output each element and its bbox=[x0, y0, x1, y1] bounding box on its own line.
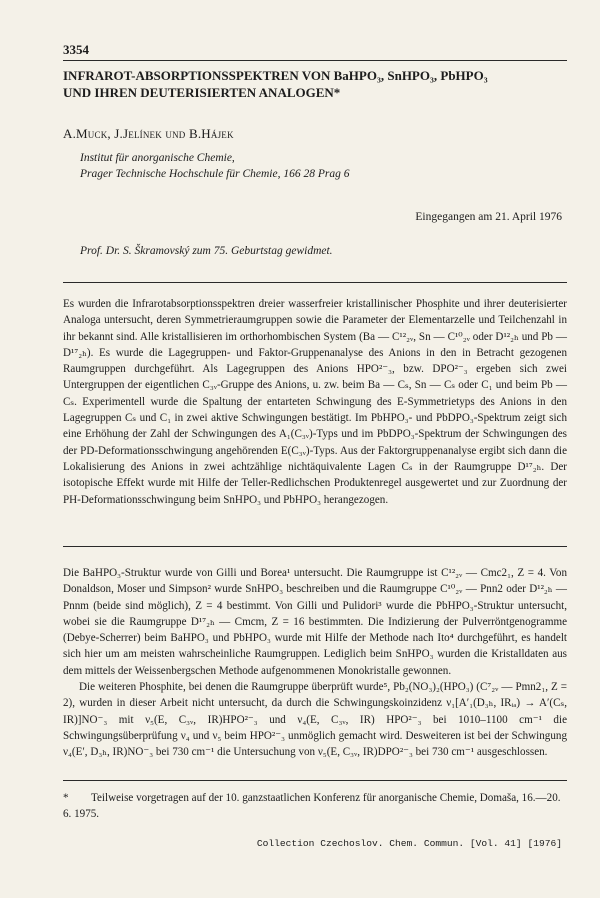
received-date: Eingegangen am 21. April 1976 bbox=[415, 211, 562, 223]
body-paragraph: Die weiteren Phosphite, bei denen die Raumgruppe überprüft wurde⁵, Pb₂(NO₃)₂(HPO₃) (C⁷₂ᵥ — Pmn2₁, Z = 2), wurden in dieser Arbeit nicht untersucht, da durch die Schwingungskoinzidenz ν₁[A′₁(D₃ₕ, IRᵢₐ) → A′(Cₛ, IR)]NO⁻₃ mit ν₅(E, C₃ᵥ, IR)HPO²⁻₃ und ν₄(E, C₃ᵥ, IR) HPO²⁻₃ bei 1010–1100 cm⁻¹ die Schwingungsüberprüfung ν₄ und ν₅ beim HPO²⁻₃ unmöglich gemacht wird. Desweiteren ist bei der Schwingung ν₄(E′, D₃ₕ, IR)NO⁻₃ bei 730 cm⁻¹ die Untersuchung von ν₅(E, C₃ᵥ, IR)DPO²⁻₃ bei 730 cm⁻¹ ausgeschlossen. bbox=[63, 681, 567, 759]
institution-line-1: Institut für anorganische Chemie, bbox=[80, 152, 235, 164]
abstract-top-rule bbox=[63, 282, 567, 283]
title-line-1: INFRAROT-ABSORPTIONSSPEKTREN VON BaHPO₃, SnHPO₃, PbHPO₃ bbox=[63, 68, 488, 83]
abstract: Es wurden die Infrarotabsorptionsspektren dreier wasserfreier kristallinischer Phosphite und ihrer deuterisierter Analoga untersucht, deren Symmetrieraumgruppen sowie die Parameter der Elementarzelle und Teilchenzahl in ihr bekannt sind. Alle kristallisieren im orthorhombischen System (Ba — C¹²₂ᵥ, Sn — C¹⁰₂ᵥ oder D¹²₂ₕ und Pb — D¹⁷₂ₕ). Es wurde die Lagegruppen- und Faktor-Gruppenanalyse des Anions in den in Betracht gezogenen Raumgruppen durchgeführt. Als Lagegruppen des Anions HPO²⁻₃, bzw. DPO²⁻₃ ergeben sich zwei Untergruppen der eigentlichen C₃ᵥ-Gruppe des Anions, u. zw. beim Ba — Cₛ, Sn — Cₛ oder C₁ und beim Pb — Cₛ. Experimentell wurde die Spaltung der entarteten Schwingung des E-Symmetrietyps des Anions in den Lagegruppen Cₛ und C₁ in zwei aktive Schwingungen bestätigt. Im PbHPO₃- und PbDPO₃-Spektrum zeigt sich eine Erhöhung der Zahl der Schwingungen des A₁(C₃ᵥ)-Typs und im PbDPO₃-Spektrum der Schwingungen des der PD-Deformationsschwingung angehörenden E(C₃ᵥ)-Typs. Aus der Faktorgruppenanalyse ergibt sich dann die Lokalisierung des Anions in zwei achtzählige nichtäquivalente Lagen Cₛ in der Raumgruppe D¹⁷₂ₕ. Der isotopische Effekt wurde mit Hilfe der Teller-Redlichschen Produktenregel ausgewertet und zur Zuordnung der PH-Deformationsschwingung beim SnHPO₃ und PbHPO₃ herangezogen. bbox=[63, 298, 567, 506]
footnote-text: Teilweise vorgetragen auf der 10. ganzstaatlichen Konferenz für anorganische Chemie, Domaša, 16.—20. 6. 1975. bbox=[63, 792, 561, 821]
institution-line-2: Prager Technische Hochschule für Chemie, 166 28 Prag 6 bbox=[80, 168, 350, 180]
article-title bbox=[63, 67, 563, 101]
journal-citation: Collection Czechoslov. Chem. Commun. [Vol. 41] [1976] bbox=[256, 838, 562, 849]
abstract-bottom-rule bbox=[63, 546, 567, 547]
footnote-mark: * bbox=[63, 792, 69, 804]
body-text bbox=[63, 565, 567, 761]
header-rule bbox=[63, 60, 567, 61]
title-line-2: UND IHREN DEUTERISIERTEN ANALOGEN* bbox=[63, 85, 341, 100]
dedication: Prof. Dr. S. Škramovský zum 75. Geburtstag gewidmet. bbox=[80, 245, 333, 257]
footnote-rule bbox=[63, 780, 567, 781]
authors: A.Muck, J.Jelínek und B.Hájek bbox=[63, 126, 234, 141]
institution bbox=[80, 150, 349, 182]
body-paragraph: Die BaHPO₃-Struktur wurde von Gilli und Borea¹ untersucht. Die Raumgruppe ist C¹²₂ᵥ — Cmc2₁, Z = 4. Von Donaldson, Moser und Simpson² wurde SnHPO₃ beschreiben und die Raumgruppe C¹⁰₂ᵥ — Pnn2 oder D¹²₂ₕ — Pnnm (beide sind möglich), Z = 4 bestimmt. Von Gilli und Pulidori³ wurde die PbHPO₃-Struktur untersucht, wobei sie die Raumgruppe D¹⁷₂ₕ — Cmcm, Z = 16 bestimmten. Die Indizierung der Pulverröntgenogramme (Debye-Scherrer) beim BaHPO₃ und PbHPO₃ wurde mit Hilfe der Methode nach Ito⁴ durchgeführt, es handelt sich hier um am meisten wahrscheinliche Raumgruppen. Lediglich beim SnHPO₃ wurden die Kristalldaten aus dem mittels der Weissenbergschen Methode aufgenommenen Monokristalle gewonnen. bbox=[63, 567, 567, 677]
footnote bbox=[63, 790, 567, 823]
page-number: 3354 bbox=[63, 42, 89, 57]
